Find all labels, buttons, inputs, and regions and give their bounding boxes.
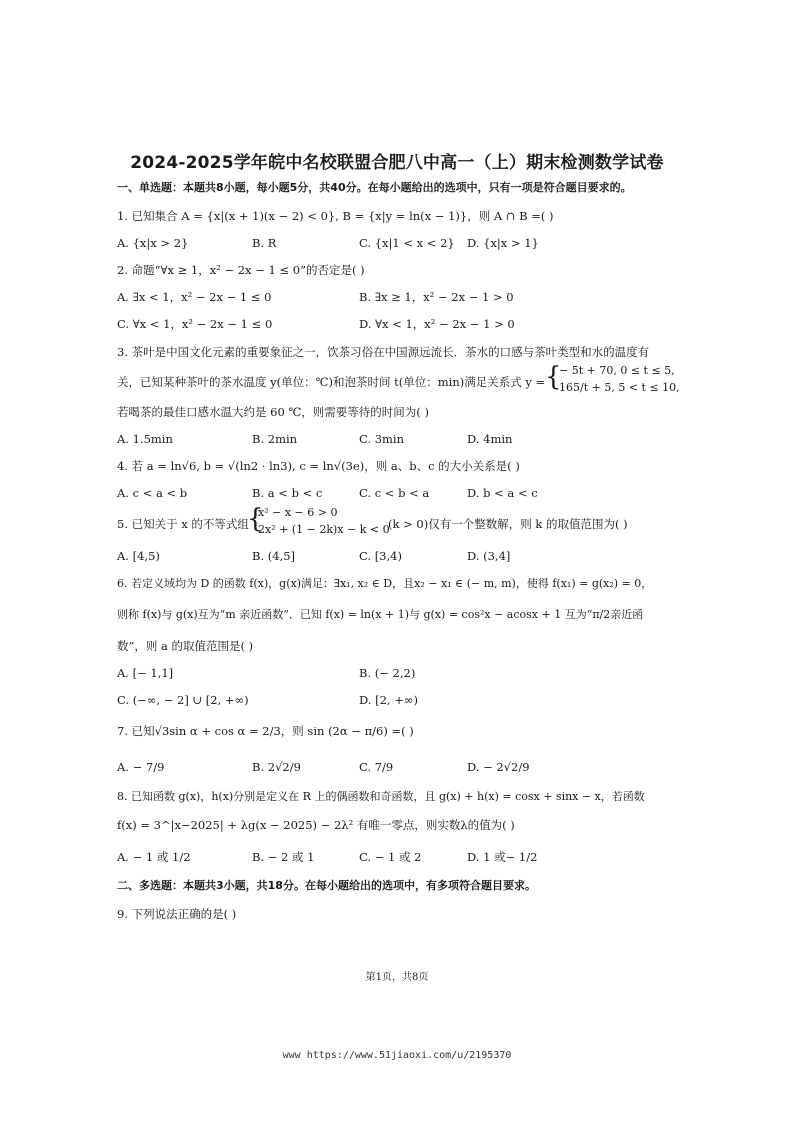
q6-option-b: B. (− 2,2) <box>359 666 416 680</box>
q5-case-1: x² − x − 6 > 0 <box>258 506 338 519</box>
question-6-line-2: 则称 f(x)与 g(x)互为“m 亲近函数”．已知 f(x) = ln(x + 1)与 g(x) = cos²x − acosx + 1 互为“π/2亲近函 <box>117 608 644 621</box>
question-5-prefix: 5. 已知关于 x 的不等式组 <box>117 517 249 531</box>
page-title: 2024-2025学年皖中名校联盟合肥八中高一（上）期末检测数学试卷 <box>130 153 664 173</box>
question-1: 1. 已知集合 A = {x|(x + 1)(x − 2) < 0}, B = {x|y = ln(x − 1)}，则 A ∩ B =( ) <box>117 209 554 223</box>
piecewise-brace: { <box>545 362 562 392</box>
question-2: 2. 命题“∀x ≥ 1，x² − 2x − 1 ≤ 0”的否定是( ) <box>117 263 365 277</box>
q6-option-c: C. (−∞, − 2] ∪ [2, +∞) <box>117 693 249 707</box>
q6-option-a: A. [− 1,1] <box>117 666 174 680</box>
q3-option-a: A. 1.5min <box>117 432 173 446</box>
q2-option-b: B. ∃x ≥ 1，x² − 2x − 1 > 0 <box>359 290 514 304</box>
q8-option-b: B. − 2 或 1 <box>252 850 315 864</box>
question-3-line-3: 若喝茶的最佳口感水温大约是 60 ℃，则需要等待的时间为( ) <box>117 405 429 419</box>
question-6-line-1: 6. 若定义域均为 D 的函数 f(x)，g(x)满足：∃x₁, x₂ ∈ D，且x₂ − x₁ ∈ (− m, m)，使得 f(x₁) = g(x₂) = 0， <box>117 577 653 590</box>
q5-option-b: B. (4,5] <box>252 549 296 563</box>
q6-option-d: D. [2, +∞) <box>359 693 418 707</box>
q7-option-c: C. 7/9 <box>359 760 394 774</box>
q5-option-d: D. (3,4] <box>467 549 511 563</box>
q1-option-b: B. R <box>252 236 277 250</box>
q5-case-2: 2x² + (1 − 2k)x − k < 0 <box>258 523 390 536</box>
q5-option-c: C. [3,4) <box>359 549 402 563</box>
q1-option-a: A. {x|x > 2} <box>117 236 189 250</box>
system-brace: { <box>247 504 264 534</box>
q3-option-b: B. 2min <box>252 432 298 446</box>
question-7: 7. 已知√3sin α + cos α = 2/3，则 sin (2α − π/6) =( ) <box>117 724 414 738</box>
q4-option-d: D. b < a < c <box>467 486 538 500</box>
q1-option-d: D. {x|x > 1} <box>467 236 539 250</box>
q5-option-a: A. [4,5) <box>117 549 160 563</box>
q8-option-d: D. 1 或− 1/2 <box>467 850 538 864</box>
q8-option-a: A. − 1 或 1/2 <box>117 850 191 864</box>
source-watermark: www https://www.51jiaoxi.com/u/2195370 <box>282 1050 512 1061</box>
question-5-suffix: (k > 0)仅有一个整数解，则 k 的取值范围为( ) <box>388 517 628 531</box>
q7-option-d: D. − 2√2/9 <box>467 760 530 774</box>
question-6-line-3: 数”，则 a 的取值范围是( ) <box>117 639 254 653</box>
question-8-line-1: 8. 已知函数 g(x)，h(x)分别是定义在 R 上的偶函数和奇函数，且 g(x) + h(x) = cosx + sinx − x，若函数 <box>117 790 645 803</box>
q3-case-2: 165/t + 5, 5 < t ≤ 10, <box>559 381 680 394</box>
q3-option-c: C. 3min <box>359 432 405 446</box>
q7-option-a: A. − 7/9 <box>117 760 165 774</box>
q2-option-a: A. ∃x < 1，x² − 2x − 1 ≤ 0 <box>117 290 272 304</box>
q2-option-d: D. ∀x < 1，x² − 2x − 1 > 0 <box>359 317 515 331</box>
q2-option-c: C. ∀x < 1，x² − 2x − 1 ≤ 0 <box>117 317 273 331</box>
question-4: 4. 若 a = ln√6, b = √(ln2 · ln3), c = ln√(3e)，则 a、b、c 的大小关系是( ) <box>117 459 520 473</box>
question-8-line-2: f(x) = 3^|x−2025| + λg(x − 2025) − 2λ² 有唯一零点，则实数λ的值为( ) <box>117 818 515 832</box>
q1-option-c: C. {x|1 < x < 2} <box>359 236 455 250</box>
q3-case-1: − 5t + 70, 0 ≤ t ≤ 5, <box>559 364 675 377</box>
question-3-line-2: 关，已知某种茶叶的茶水温度 y(单位：℃)和泡茶时间 t(单位：min)满足关系式 y = <box>117 375 546 389</box>
q4-option-a: A. c < a < b <box>117 486 188 500</box>
question-3-line-1: 3. 茶叶是中国文化元素的重要象征之一，饮茶习俗在中国源远流长．茶水的口感与茶叶类型和水的温度有 <box>117 345 650 359</box>
q4-option-c: C. c < b < a <box>359 486 430 500</box>
section-heading-multi-choice: 二、多选题：本题共3小题，共18分。在每小题给出的选项中，有多项符合题目要求。 <box>117 879 536 892</box>
q3-option-d: D. 4min <box>467 432 513 446</box>
q8-option-c: C. − 1 或 2 <box>359 850 422 864</box>
section-heading-single-choice: 一、单选题：本题共8小题，每小题5分，共40分。在每小题给出的选项中，只有一项是符合题目要求的。 <box>117 181 632 194</box>
q4-option-b: B. a < b < c <box>252 486 323 500</box>
question-9: 9. 下列说法正确的是( ) <box>117 907 237 921</box>
page-footer: 第1页，共8页 <box>365 972 429 983</box>
q7-option-b: B. 2√2/9 <box>252 760 301 774</box>
